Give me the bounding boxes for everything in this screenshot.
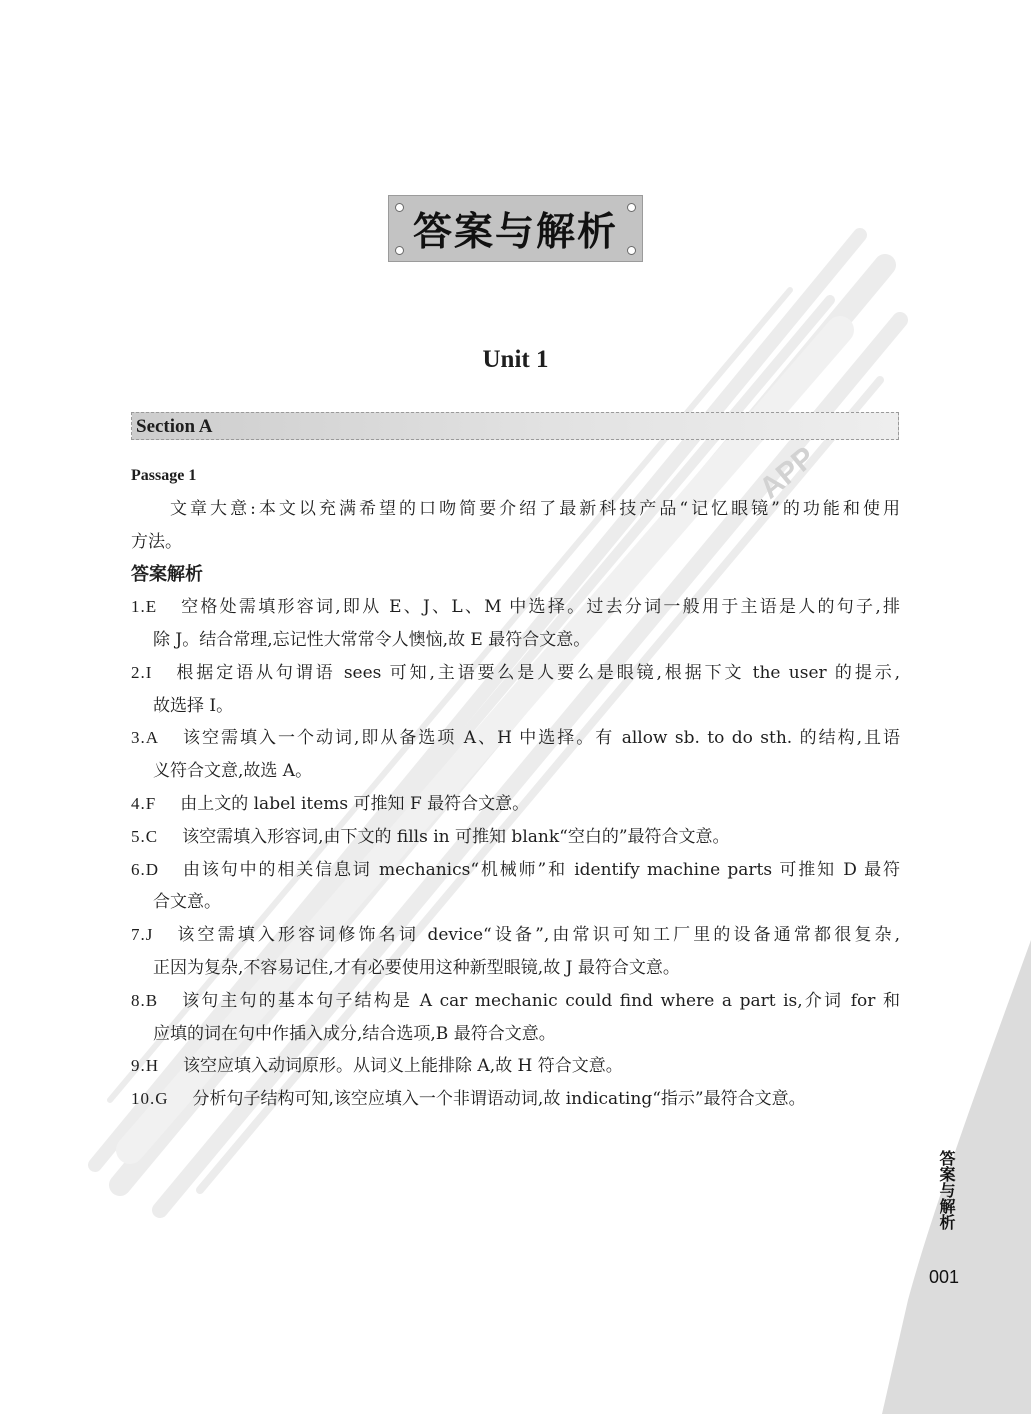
answer-text: 该空需填入一个动词,即从备选项 A、H 中选择。有 allow sb. to do sth. 的结构,且语 bbox=[183, 728, 900, 749]
answer-number: 10.G bbox=[131, 1089, 169, 1109]
answer-text: 分析句子结构可知,该空应填入一个非谓语动词,故 indicating“指示”最符合文意。 bbox=[192, 1089, 806, 1110]
answer-number: 6.D bbox=[131, 859, 160, 879]
answer-text: 该句主句的基本句子结构是 A car mechanic could find where a part is,介词 for 和 bbox=[182, 990, 900, 1011]
watermark-text: APP bbox=[753, 440, 822, 506]
answer-text-continued: 正因为复杂,不容易记住,才有必要使用这种新型眼镜,故 J 最符合文意。 bbox=[153, 957, 680, 978]
answer-number: 9.H bbox=[131, 1056, 160, 1076]
corner-dot bbox=[395, 246, 404, 255]
answer-text: 根据定语从句谓语 sees 可知,主语要么是人要么是眼镜,根据下文 the user 的提示, bbox=[176, 662, 900, 683]
answer-item bbox=[131, 591, 900, 624]
answer-number: 7.J bbox=[131, 925, 154, 945]
side-tab-label: 答案与解析 bbox=[937, 1150, 956, 1230]
answer-item bbox=[131, 919, 900, 952]
answer-item bbox=[131, 722, 900, 755]
answer-number: 2.I bbox=[131, 662, 153, 682]
answer-text-continued: 应填的词在句中作插入成分,结合选项,B 最符合文意。 bbox=[153, 1023, 556, 1044]
answer-number: 8.B bbox=[131, 990, 159, 1010]
answer-text: 空格处需填形容词,即从 E、J、L、M 中选择。过去分词一般用于主语是人的句子,排 bbox=[181, 597, 900, 618]
answer-content bbox=[131, 460, 900, 1116]
answer-item bbox=[131, 1083, 900, 1116]
answer-text: 该空需填入形容词,由下文的 fills in 可推知 blank“空白的”最符合文意。 bbox=[182, 826, 730, 847]
section-heading: Section A bbox=[136, 416, 213, 437]
answer-item bbox=[131, 854, 900, 887]
answer-number: 1.E bbox=[131, 597, 158, 617]
answer-text: 由上文的 label items 可推知 F 最符合文意。 bbox=[180, 793, 530, 814]
unit-heading: Unit 1 bbox=[482, 346, 549, 373]
answer-item bbox=[131, 985, 900, 1018]
corner-dot bbox=[395, 203, 404, 212]
passage-summary-line: 方法。 bbox=[131, 531, 182, 552]
answer-number: 3.A bbox=[131, 728, 160, 748]
answer-text-continued: 除 J。结合常理,忘记性大常常令人懊恼,故 E 最符合文意。 bbox=[153, 629, 591, 650]
answer-text: 该空应填入动词原形。从词义上能排除 A,故 H 符合文意。 bbox=[183, 1056, 623, 1077]
chapter-title: 答案与解析 bbox=[412, 208, 618, 255]
answer-number: 5.C bbox=[131, 826, 159, 846]
answer-text-continued: 合文意。 bbox=[153, 892, 221, 913]
answer-item bbox=[131, 657, 900, 690]
section-bar bbox=[131, 412, 899, 440]
page-edge-tab bbox=[882, 940, 1031, 1414]
chapter-title-box bbox=[388, 195, 643, 262]
answer-item bbox=[131, 1050, 900, 1083]
answer-text-continued: 义符合文意,故选 A。 bbox=[153, 761, 313, 782]
answer-item bbox=[131, 788, 900, 821]
passage-heading: Passage 1 bbox=[131, 467, 197, 484]
corner-dot bbox=[627, 246, 636, 255]
answers-heading: 答案解析 bbox=[131, 564, 203, 585]
passage-summary-line: 文章大意:本文以充满希望的口吻简要介绍了最新科技产品“记忆眼镜”的功能和使用 bbox=[170, 498, 900, 519]
page-number: 001 bbox=[929, 1267, 960, 1287]
answer-text: 由该句中的相关信息词 mechanics“机械师”和 identify machine parts 可推知 D 最符 bbox=[183, 859, 900, 880]
answer-item bbox=[131, 821, 900, 854]
answer-text: 该空需填入形容词修饰名词 device“设备”,由常识可知工厂里的设备通常都很复杂, bbox=[177, 925, 900, 946]
answer-number: 4.F bbox=[131, 793, 157, 813]
answer-text-continued: 故选择 I。 bbox=[153, 695, 234, 716]
corner-dot bbox=[627, 203, 636, 212]
